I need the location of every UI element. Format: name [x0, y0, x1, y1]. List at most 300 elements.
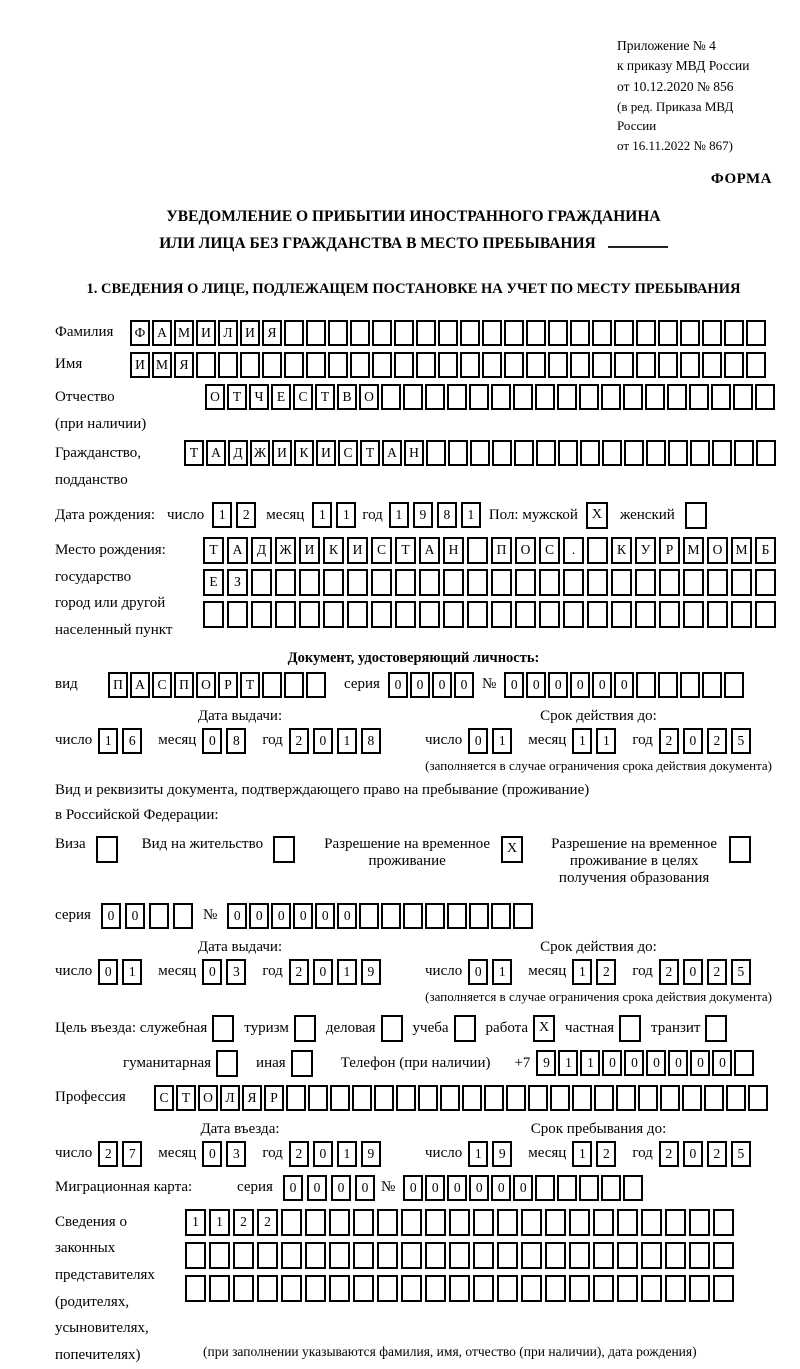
birth-day-input[interactable] [212, 502, 260, 528]
char-cell[interactable] [257, 1275, 278, 1302]
purpose-gumanitarnaya-checkbox[interactable] [216, 1050, 238, 1077]
char-cell[interactable]: 1 [596, 728, 616, 754]
char-cell[interactable] [218, 352, 238, 378]
char-cell[interactable] [593, 1209, 614, 1236]
char-cell[interactable] [306, 352, 326, 378]
char-cell[interactable]: А [382, 440, 402, 466]
char-cell[interactable] [659, 569, 680, 596]
char-cell[interactable] [513, 384, 533, 410]
char-cell[interactable]: П [108, 672, 128, 698]
char-cell[interactable] [257, 1242, 278, 1269]
char-cell[interactable]: 1 [209, 1209, 230, 1236]
char-cell[interactable]: 2 [707, 1141, 727, 1167]
char-cell[interactable]: С [154, 1085, 174, 1111]
char-cell[interactable] [352, 1085, 372, 1111]
char-cell[interactable]: 0 [602, 1050, 622, 1076]
char-cell[interactable] [539, 569, 560, 596]
char-cell[interactable]: 1 [389, 502, 409, 528]
char-cell[interactable] [587, 601, 608, 628]
char-cell[interactable]: 1 [212, 502, 232, 528]
issue-day-input[interactable] [98, 728, 146, 754]
char-cell[interactable] [689, 1275, 710, 1302]
char-cell[interactable]: Л [220, 1085, 240, 1111]
char-cell[interactable] [504, 320, 524, 346]
char-cell[interactable] [371, 601, 392, 628]
char-cell[interactable]: 0 [388, 672, 408, 698]
char-cell[interactable] [724, 320, 744, 346]
char-cell[interactable] [440, 1085, 460, 1111]
char-cell[interactable] [755, 601, 776, 628]
temp-permit-edu-checkbox[interactable] [729, 836, 751, 863]
char-cell[interactable] [377, 1275, 398, 1302]
char-cell[interactable] [377, 1209, 398, 1236]
doc-nomer-input[interactable] [504, 672, 746, 698]
char-cell[interactable]: 1 [185, 1209, 206, 1236]
legal-reps-row3-input[interactable] [185, 1275, 737, 1302]
char-cell[interactable] [689, 1242, 710, 1269]
char-cell[interactable]: Р [264, 1085, 284, 1111]
char-cell[interactable]: Л [218, 320, 238, 346]
profession-input[interactable] [154, 1085, 770, 1111]
char-cell[interactable] [482, 320, 502, 346]
char-cell[interactable] [660, 1085, 680, 1111]
char-cell[interactable]: 0 [624, 1050, 644, 1076]
char-cell[interactable] [262, 672, 282, 698]
char-cell[interactable]: О [205, 384, 225, 410]
char-cell[interactable] [623, 384, 643, 410]
char-cell[interactable]: Т [315, 384, 335, 410]
char-cell[interactable] [558, 440, 578, 466]
char-cell[interactable] [305, 1242, 326, 1269]
char-cell[interactable]: 0 [125, 903, 145, 929]
char-cell[interactable]: 0 [526, 672, 546, 698]
sex-male-checkbox[interactable]: X [586, 502, 608, 529]
char-cell[interactable]: 8 [437, 502, 457, 528]
char-cell[interactable]: П [491, 537, 512, 564]
char-cell[interactable] [396, 1085, 416, 1111]
char-cell[interactable] [426, 440, 446, 466]
char-cell[interactable] [443, 569, 464, 596]
char-cell[interactable] [616, 1085, 636, 1111]
char-cell[interactable]: 0 [293, 903, 313, 929]
char-cell[interactable] [682, 1085, 702, 1111]
char-cell[interactable] [403, 384, 423, 410]
char-cell[interactable] [173, 903, 193, 929]
char-cell[interactable] [233, 1275, 254, 1302]
char-cell[interactable] [548, 320, 568, 346]
char-cell[interactable] [460, 352, 480, 378]
char-cell[interactable]: 2 [257, 1209, 278, 1236]
char-cell[interactable]: 1 [337, 959, 357, 985]
char-cell[interactable] [395, 601, 416, 628]
residence-issue-day-input[interactable] [98, 959, 146, 985]
char-cell[interactable] [563, 569, 584, 596]
char-cell[interactable]: Р [218, 672, 238, 698]
char-cell[interactable]: 0 [570, 672, 590, 698]
char-cell[interactable]: 2 [707, 728, 727, 754]
char-cell[interactable]: 1 [558, 1050, 578, 1076]
char-cell[interactable]: 0 [355, 1175, 375, 1201]
char-cell[interactable]: 2 [596, 1141, 616, 1167]
char-cell[interactable] [443, 601, 464, 628]
char-cell[interactable] [557, 1175, 577, 1201]
char-cell[interactable]: М [683, 537, 704, 564]
char-cell[interactable] [580, 440, 600, 466]
char-cell[interactable] [473, 1209, 494, 1236]
char-cell[interactable]: Е [271, 384, 291, 410]
char-cell[interactable]: 0 [249, 903, 269, 929]
char-cell[interactable] [636, 352, 656, 378]
char-cell[interactable] [593, 1275, 614, 1302]
char-cell[interactable]: С [371, 537, 392, 564]
char-cell[interactable] [521, 1275, 542, 1302]
char-cell[interactable] [635, 569, 656, 596]
char-cell[interactable] [514, 440, 534, 466]
char-cell[interactable] [646, 440, 666, 466]
char-cell[interactable] [209, 1275, 230, 1302]
char-cell[interactable]: 1 [337, 1141, 357, 1167]
char-cell[interactable]: М [174, 320, 194, 346]
char-cell[interactable] [592, 352, 612, 378]
char-cell[interactable] [491, 384, 511, 410]
char-cell[interactable] [513, 903, 533, 929]
birth-month-input[interactable] [312, 502, 360, 528]
phone-input[interactable] [536, 1050, 756, 1076]
char-cell[interactable] [418, 1085, 438, 1111]
char-cell[interactable] [535, 384, 555, 410]
char-cell[interactable] [755, 384, 775, 410]
char-cell[interactable] [350, 352, 370, 378]
char-cell[interactable] [491, 903, 511, 929]
char-cell[interactable]: 1 [572, 959, 592, 985]
char-cell[interactable]: 0 [548, 672, 568, 698]
char-cell[interactable] [526, 352, 546, 378]
char-cell[interactable]: 0 [271, 903, 291, 929]
char-cell[interactable] [689, 384, 709, 410]
char-cell[interactable] [704, 1085, 724, 1111]
char-cell[interactable]: О [198, 1085, 218, 1111]
char-cell[interactable] [707, 569, 728, 596]
char-cell[interactable] [323, 601, 344, 628]
char-cell[interactable]: 0 [337, 903, 357, 929]
char-cell[interactable] [756, 440, 776, 466]
birthplace-row1-input[interactable] [203, 537, 779, 564]
char-cell[interactable]: 2 [236, 502, 256, 528]
char-cell[interactable]: 0 [683, 1141, 703, 1167]
char-cell[interactable]: 0 [307, 1175, 327, 1201]
name-input[interactable] [130, 352, 768, 378]
char-cell[interactable] [284, 320, 304, 346]
char-cell[interactable] [624, 440, 644, 466]
char-cell[interactable] [563, 601, 584, 628]
char-cell[interactable] [601, 384, 621, 410]
char-cell[interactable] [491, 601, 512, 628]
char-cell[interactable] [308, 1085, 328, 1111]
migration-seriya-input[interactable] [283, 1175, 379, 1201]
char-cell[interactable] [680, 320, 700, 346]
char-cell[interactable]: 0 [432, 672, 452, 698]
char-cell[interactable] [467, 569, 488, 596]
char-cell[interactable]: 0 [331, 1175, 351, 1201]
char-cell[interactable]: Т [176, 1085, 196, 1111]
char-cell[interactable] [569, 1275, 590, 1302]
valid-month-input[interactable] [572, 728, 620, 754]
char-cell[interactable] [617, 1209, 638, 1236]
char-cell[interactable] [149, 903, 169, 929]
char-cell[interactable] [401, 1242, 422, 1269]
char-cell[interactable]: 0 [410, 672, 430, 698]
char-cell[interactable] [587, 569, 608, 596]
char-cell[interactable] [203, 601, 224, 628]
char-cell[interactable]: 1 [468, 1141, 488, 1167]
citizenship-input[interactable] [184, 440, 778, 466]
char-cell[interactable] [330, 1085, 350, 1111]
char-cell[interactable] [734, 1050, 754, 1076]
residence-seriya-input[interactable] [101, 903, 197, 929]
char-cell[interactable]: 2 [596, 959, 616, 985]
char-cell[interactable] [515, 601, 536, 628]
char-cell[interactable]: О [196, 672, 216, 698]
char-cell[interactable]: Т [240, 672, 260, 698]
char-cell[interactable] [328, 320, 348, 346]
char-cell[interactable]: К [611, 537, 632, 564]
char-cell[interactable] [635, 601, 656, 628]
char-cell[interactable]: И [316, 440, 336, 466]
char-cell[interactable] [641, 1209, 662, 1236]
char-cell[interactable]: С [152, 672, 172, 698]
char-cell[interactable]: А [152, 320, 172, 346]
char-cell[interactable]: 5 [731, 728, 751, 754]
char-cell[interactable] [209, 1242, 230, 1269]
char-cell[interactable]: И [240, 320, 260, 346]
char-cell[interactable]: 0 [513, 1175, 533, 1201]
char-cell[interactable]: С [338, 440, 358, 466]
char-cell[interactable]: 9 [361, 1141, 381, 1167]
char-cell[interactable] [394, 352, 414, 378]
char-cell[interactable] [658, 352, 678, 378]
char-cell[interactable]: 3 [226, 1141, 246, 1167]
char-cell[interactable] [579, 1175, 599, 1201]
char-cell[interactable] [712, 440, 732, 466]
char-cell[interactable]: 2 [659, 1141, 679, 1167]
char-cell[interactable] [713, 1242, 734, 1269]
char-cell[interactable] [473, 1242, 494, 1269]
char-cell[interactable]: 8 [226, 728, 246, 754]
char-cell[interactable] [497, 1275, 518, 1302]
char-cell[interactable]: 0 [454, 672, 474, 698]
char-cell[interactable] [425, 903, 445, 929]
char-cell[interactable]: 2 [289, 959, 309, 985]
char-cell[interactable] [497, 1209, 518, 1236]
char-cell[interactable]: 0 [227, 903, 247, 929]
char-cell[interactable]: Ч [249, 384, 269, 410]
char-cell[interactable]: Д [228, 440, 248, 466]
char-cell[interactable] [240, 352, 260, 378]
char-cell[interactable] [299, 601, 320, 628]
residence-valid-month-input[interactable] [572, 959, 620, 985]
char-cell[interactable] [381, 903, 401, 929]
char-cell[interactable] [611, 601, 632, 628]
char-cell[interactable]: 1 [572, 1141, 592, 1167]
char-cell[interactable] [570, 320, 590, 346]
char-cell[interactable]: 1 [580, 1050, 600, 1076]
char-cell[interactable] [350, 320, 370, 346]
valid-year-input[interactable] [659, 728, 755, 754]
char-cell[interactable]: 0 [101, 903, 121, 929]
char-cell[interactable]: К [323, 537, 344, 564]
char-cell[interactable]: О [515, 537, 536, 564]
char-cell[interactable]: П [174, 672, 194, 698]
char-cell[interactable] [196, 352, 216, 378]
char-cell[interactable] [372, 352, 392, 378]
char-cell[interactable] [713, 1209, 734, 1236]
char-cell[interactable]: 6 [122, 728, 142, 754]
char-cell[interactable]: 2 [98, 1141, 118, 1167]
char-cell[interactable] [506, 1085, 526, 1111]
char-cell[interactable] [469, 903, 489, 929]
char-cell[interactable] [680, 672, 700, 698]
char-cell[interactable] [550, 1085, 570, 1111]
char-cell[interactable]: 1 [98, 728, 118, 754]
char-cell[interactable] [614, 320, 634, 346]
residence-permit-checkbox[interactable] [273, 836, 295, 863]
purpose-sluzhebnaya-checkbox[interactable] [212, 1015, 234, 1042]
purpose-tranzit-checkbox[interactable] [705, 1015, 727, 1042]
char-cell[interactable]: 0 [202, 1141, 222, 1167]
char-cell[interactable] [284, 672, 304, 698]
char-cell[interactable] [638, 1085, 658, 1111]
char-cell[interactable]: 9 [361, 959, 381, 985]
char-cell[interactable] [305, 1209, 326, 1236]
temp-permit-checkbox[interactable]: X [501, 836, 523, 863]
char-cell[interactable] [491, 569, 512, 596]
char-cell[interactable] [462, 1085, 482, 1111]
char-cell[interactable] [469, 384, 489, 410]
char-cell[interactable] [284, 352, 304, 378]
char-cell[interactable]: Е [203, 569, 224, 596]
char-cell[interactable] [734, 440, 754, 466]
char-cell[interactable] [347, 569, 368, 596]
char-cell[interactable]: М [152, 352, 172, 378]
char-cell[interactable] [227, 601, 248, 628]
char-cell[interactable]: Т [203, 537, 224, 564]
char-cell[interactable] [329, 1242, 350, 1269]
char-cell[interactable] [636, 320, 656, 346]
char-cell[interactable] [515, 569, 536, 596]
char-cell[interactable] [746, 352, 766, 378]
char-cell[interactable] [724, 352, 744, 378]
char-cell[interactable]: 0 [313, 959, 333, 985]
char-cell[interactable]: 0 [646, 1050, 666, 1076]
char-cell[interactable] [372, 320, 392, 346]
char-cell[interactable] [521, 1209, 542, 1236]
char-cell[interactable]: Я [174, 352, 194, 378]
char-cell[interactable] [473, 1275, 494, 1302]
char-cell[interactable] [731, 601, 752, 628]
char-cell[interactable] [755, 569, 776, 596]
char-cell[interactable] [659, 601, 680, 628]
char-cell[interactable]: О [359, 384, 379, 410]
char-cell[interactable]: А [419, 537, 440, 564]
char-cell[interactable]: А [130, 672, 150, 698]
char-cell[interactable] [623, 1175, 643, 1201]
char-cell[interactable]: 0 [447, 1175, 467, 1201]
char-cell[interactable]: 0 [668, 1050, 688, 1076]
char-cell[interactable]: 2 [289, 728, 309, 754]
char-cell[interactable] [707, 601, 728, 628]
char-cell[interactable] [299, 569, 320, 596]
char-cell[interactable] [713, 1275, 734, 1302]
char-cell[interactable] [680, 352, 700, 378]
char-cell[interactable] [690, 440, 710, 466]
issue-month-input[interactable] [202, 728, 250, 754]
purpose-chastnaya-checkbox[interactable] [619, 1015, 641, 1042]
char-cell[interactable] [665, 1242, 686, 1269]
char-cell[interactable]: 0 [614, 672, 634, 698]
char-cell[interactable]: О [707, 537, 728, 564]
char-cell[interactable] [467, 537, 488, 564]
legal-reps-row2-input[interactable] [185, 1242, 737, 1269]
char-cell[interactable]: И [299, 537, 320, 564]
residence-issue-month-input[interactable] [202, 959, 250, 985]
char-cell[interactable]: Н [443, 537, 464, 564]
char-cell[interactable] [438, 352, 458, 378]
char-cell[interactable] [401, 1275, 422, 1302]
char-cell[interactable]: 9 [413, 502, 433, 528]
char-cell[interactable] [329, 1209, 350, 1236]
char-cell[interactable]: Ж [275, 537, 296, 564]
char-cell[interactable] [611, 569, 632, 596]
char-cell[interactable] [281, 1275, 302, 1302]
char-cell[interactable]: Д [251, 537, 272, 564]
char-cell[interactable] [394, 320, 414, 346]
surname-input[interactable] [130, 320, 768, 346]
char-cell[interactable] [281, 1209, 302, 1236]
char-cell[interactable] [594, 1085, 614, 1111]
char-cell[interactable] [425, 1209, 446, 1236]
char-cell[interactable]: И [196, 320, 216, 346]
char-cell[interactable]: . [563, 537, 584, 564]
char-cell[interactable] [570, 352, 590, 378]
char-cell[interactable]: 2 [707, 959, 727, 985]
sex-female-checkbox[interactable] [685, 502, 707, 529]
char-cell[interactable] [572, 1085, 592, 1111]
char-cell[interactable] [636, 672, 656, 698]
char-cell[interactable]: 0 [313, 1141, 333, 1167]
char-cell[interactable] [449, 1275, 470, 1302]
char-cell[interactable] [448, 440, 468, 466]
char-cell[interactable] [281, 1242, 302, 1269]
char-cell[interactable]: Я [262, 320, 282, 346]
char-cell[interactable]: Ж [250, 440, 270, 466]
char-cell[interactable] [460, 320, 480, 346]
char-cell[interactable]: С [539, 537, 560, 564]
char-cell[interactable] [617, 1242, 638, 1269]
birthplace-row2-input[interactable] [203, 569, 779, 596]
char-cell[interactable] [482, 352, 502, 378]
char-cell[interactable] [545, 1242, 566, 1269]
char-cell[interactable] [492, 440, 512, 466]
char-cell[interactable] [416, 352, 436, 378]
char-cell[interactable]: 0 [683, 959, 703, 985]
char-cell[interactable]: 0 [469, 1175, 489, 1201]
char-cell[interactable] [353, 1275, 374, 1302]
char-cell[interactable] [275, 601, 296, 628]
char-cell[interactable]: 0 [468, 728, 488, 754]
char-cell[interactable]: 0 [504, 672, 524, 698]
char-cell[interactable]: 0 [491, 1175, 511, 1201]
char-cell[interactable] [328, 352, 348, 378]
